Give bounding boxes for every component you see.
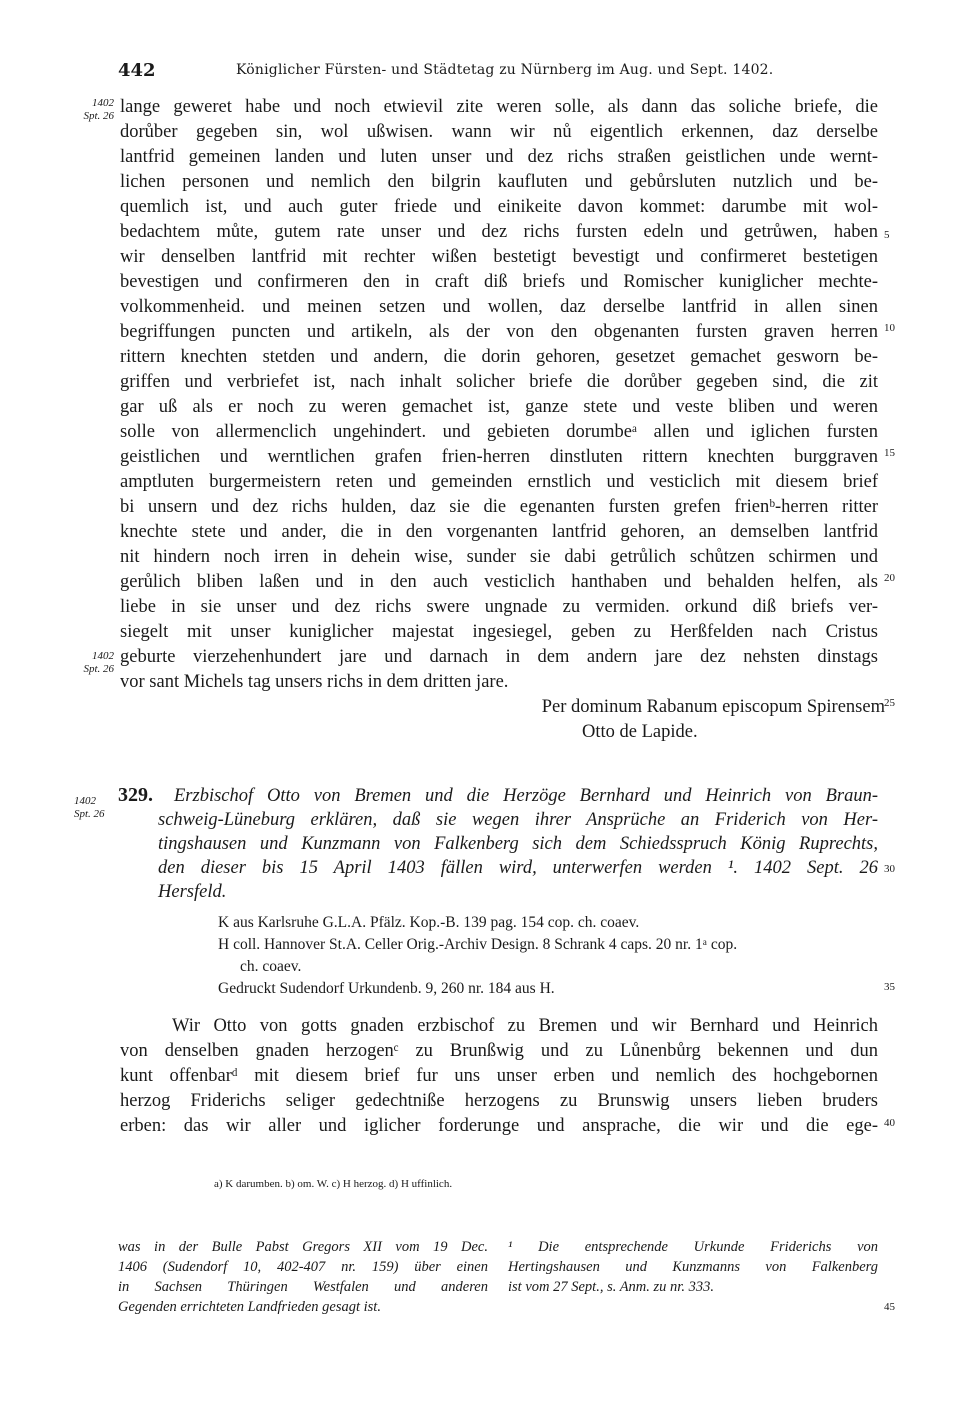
page-header	[118, 60, 878, 84]
body-line: geburte vierzehenhundert jare und darnach in dem andern jare dez nehsten dinstags	[120, 647, 878, 667]
footnote-left	[118, 1237, 488, 1317]
body-line: knechte stete und ander, die in den vorgenanten lantfrid gehoren, an demselben lantfrid	[120, 522, 878, 542]
footnote-line: was in der Bulle Pabst Gregors XII vom 19 Dec.	[118, 1239, 488, 1255]
footnote-line: Gegenden errichteten Landfrieden gesagt ist.	[118, 1299, 381, 1315]
margin-year: 1402	[74, 795, 96, 807]
margin-year: 1402	[92, 97, 114, 109]
document-text-line: kunt offenbarᵈ mit diesem brief fur uns unser erben und nemlich des hochgebornen	[120, 1066, 878, 1086]
body-line: amptluten burgermeistern reten und gemeinden ernstlich und vesticlich mit diesem brief	[120, 472, 878, 492]
footnote-line: in Sachsen Thüringen Westfalen und anderen	[118, 1279, 488, 1295]
footnote-line: ¹ Die entsprechende Urkunde Friderichs von	[508, 1239, 878, 1255]
body-line: bevestigen und confirmeren den in craft diß briefs und Romischer kuniglicher mechte-	[120, 272, 878, 292]
body-line: quemlich ist, und auch guter friede und einikeite davon kommet: darumbe mit wol-	[120, 197, 878, 217]
line-number: 40	[884, 1117, 895, 1129]
document-text-line: Wir Otto von gotts gnaden erzbischof zu Bremen und wir Bernhard und Heinrich	[172, 1016, 878, 1036]
body-line: geistlichen und werntlichen grafen frien-herren dinstluten rittern knechten burggraven	[120, 447, 878, 467]
regest-line: schweig-Lüneburg erklären, daß sie wegen ihrer Ansprüche an Friderich von Her-	[158, 810, 878, 830]
margin-date-top	[66, 97, 114, 123]
body-line: vor sant Michels tag unsers richs in dem dritten jare.	[120, 672, 509, 692]
body-line: rittern knechten stetden und andern, die dorin gehoren, gesetzet gemachet gesworn be-	[120, 347, 878, 367]
line-number: 30	[884, 863, 895, 875]
margin-day: Spt. 26	[74, 808, 105, 820]
margin-day: Spt. 26	[83, 110, 114, 122]
body-line: solle von allermenclich ungehindert. und gebieten dorumbeᵃ allen und iglichen fursten	[120, 422, 878, 442]
body-line: liebe in sie unser und dez richs swere ungnade zu vermiden. orkund diß briefs ver-	[120, 597, 878, 617]
footnote-right	[508, 1237, 878, 1297]
signature-line: Per dominum Rabanum episcopum Spirensem	[541, 697, 885, 717]
critical-apparatus: a) K darumben. b) om. W. c) H herzog. d) H uffinlich.	[214, 1178, 453, 1190]
line-number: 5	[884, 229, 890, 241]
margin-date-doc	[74, 795, 122, 821]
document-text-line: herzog Friderichs seliger gedechtniße herzogens zu Brunswig unsers lieben bruders	[120, 1091, 878, 1111]
source-entry: K aus Karlsruhe G.L.A. Pfälz. Kop.-B. 139 pag. 154 cop. ch. coaev.	[218, 914, 640, 931]
margin-day: Spt. 26	[83, 663, 114, 675]
source-entry: H coll. Hannover St.A. Celler Orig.-Archiv Design. 8 Schrank 4 caps. 20 nr. 1ᵃ cop.	[218, 936, 738, 953]
line-number: 15	[884, 447, 895, 459]
line-number: 35	[884, 981, 895, 993]
line-number: 10	[884, 322, 895, 334]
body-line: begriffungen puncten und artikeln, als der von den obgenanten fursten graven herren	[120, 322, 878, 342]
margin-date-middle	[66, 650, 114, 676]
source-entry: ch. coaev.	[240, 958, 302, 975]
line-number: 20	[884, 572, 895, 584]
line-number: 25	[884, 697, 895, 709]
regest-line: tingshausen und Kunzmann von Falkenberg sich dem Schiedsspruch König Ruprechts,	[158, 834, 878, 854]
body-line: gar uß als er noch zu weren gemachet ist, ganze stete und veste bliben und weren	[120, 397, 878, 417]
body-line: dorůber gegeben sin, wol ußwisen. wann wir nů eigentlich erkennen, daz derselbe	[120, 122, 878, 142]
document-text-line: von denselben gnaden herzogenᶜ zu Brunßwig und zu Lůnenbůrg bekennen und dun	[120, 1041, 878, 1061]
body-line: nit hindern noch irren in dehein wise, sunder sie dabi getrůlich schůtzen schirmen und	[120, 547, 878, 567]
body-line: wir denselben lantfrid mit rechter wißen bestetigt bevestigt und confirmeret bestetigen	[120, 247, 878, 267]
body-line: bedachtem můte, gutem rate unser und dez richs fursten edeln und getrůwen, haben	[120, 222, 878, 242]
page-number: 442	[118, 60, 156, 81]
source-entry: Gedruckt Sudendorf Urkundenb. 9, 260 nr. 184 aus H.	[218, 980, 555, 997]
body-line: lichen personen und nemlich den bilgrin kaufluten und gebůrsluten nutzlich und be-	[120, 172, 878, 192]
regest-line: Erzbischof Otto von Bremen und die Herzöge Bernhard und Heinrich von Braun-	[174, 786, 878, 806]
running-title: Königlicher Fürsten- und Städtetag zu Nürnberg im Aug. und Sept. 1402.	[236, 62, 774, 78]
regest-line: Hersfeld.	[158, 882, 227, 902]
body-line: siegelt mit unser kuniglicher majestat ingesiegel, geben zu Herßfelden nach Cristus	[120, 622, 878, 642]
signature-name: Otto de Lapide.	[582, 722, 698, 742]
document-number: 329.	[118, 784, 153, 806]
footnote-line: Hertingshausen und Kunzmanns von Falkenberg	[508, 1259, 878, 1275]
margin-year: 1402	[92, 650, 114, 662]
body-line: lantfrid gemeinen landen und luten unser und dez richs straßen geistlichen unde wernt-	[120, 147, 878, 167]
footnote-line: 1406 (Sudendorf 10, 402-407 nr. 159) über einen	[118, 1259, 488, 1275]
body-line: griffen und verbriefet ist, nach inhalt solicher briefe die dorůber gegeben sind, die zit	[120, 372, 878, 392]
body-line: gerůlich bliben laßen und in den auch vesticlich hanthaben und behalden helfen, als	[120, 572, 878, 592]
regest-line: den dieser bis 15 April 1403 fällen wird, unterwerfen werden ¹. 1402 Sept. 26	[158, 858, 878, 878]
document-text-line: erben: das wir aller und iglicher forderunge und ansprache, die wir und die ege-	[120, 1116, 878, 1136]
body-line: volkommenheid. und meinen setzen und wollen, daz derselbe lantfrid in allen sinen	[120, 297, 878, 317]
footnote-line: ist vom 27 Sept., s. Anm. zu nr. 333.	[508, 1279, 714, 1295]
line-number: 45	[884, 1301, 895, 1313]
body-line: lange geweret habe und noch etwievil zite weren solle, als dann das soliche briefe, die	[120, 97, 878, 117]
body-line: bi unsern und dez richs hulden, daz sie die egenanten fursten grefen frienᵇ-herren ritter	[120, 497, 878, 517]
